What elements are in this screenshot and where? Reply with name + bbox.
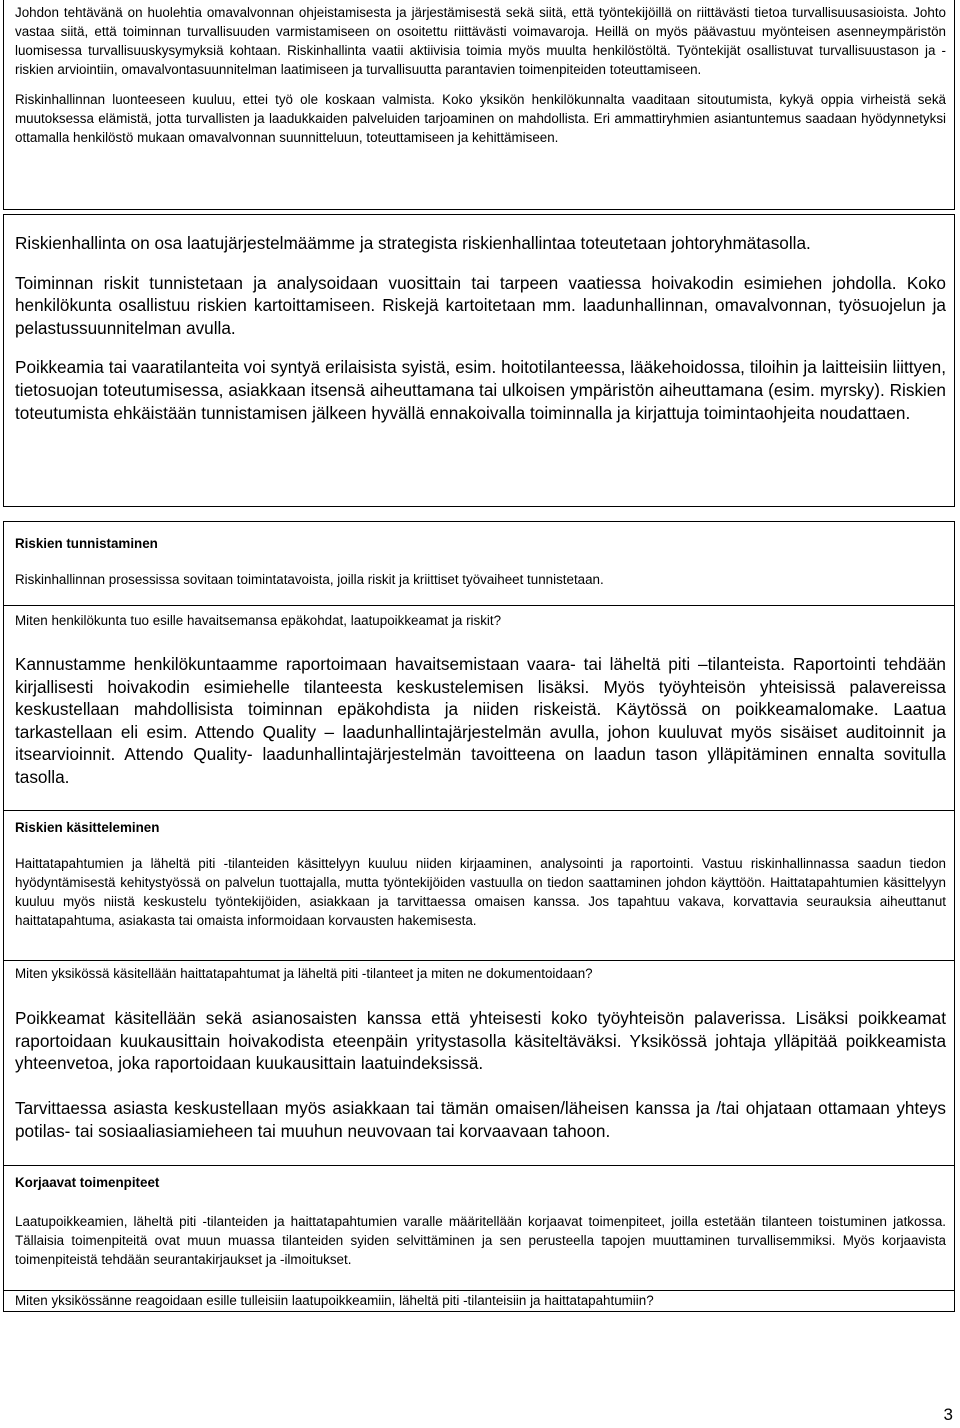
risk-process-box <box>3 521 955 1312</box>
identification-text: Riskinhallinnan prosessissa sovitaan toimintatavoista, joilla riskit ja kriittiset työvaiheet tunnistetaan. <box>15 572 604 587</box>
handling-divider <box>4 810 954 811</box>
risk-analysis-paragraph: Toiminnan riskit tunnistetaan ja analysoidaan vuosittain tai tarpeen vaatiessa hoivakodin esimiehen johdolla. Koko henkilökunta osallistuu riskien kartoittamiseen. Riskejä kartoitetaan mm. laadunhallinnan, omavalvonnan, työsuojelun ja pelastussuunnitelman avulla. <box>15 272 946 338</box>
corrective-divider <box>4 1165 954 1166</box>
risk-management-overview-box <box>3 214 955 507</box>
handling-heading: Riskien käsitteleminen <box>15 820 160 835</box>
corrective-heading: Korjaavat toimenpiteet <box>15 1175 160 1190</box>
handling-question: Miten yksikössä käsitellään haittatapahtumat ja läheltä piti -tilanteet ja miten ne dokumentoidaan? <box>15 966 593 981</box>
handling-answer-2: Tarvittaessa asiasta keskustellaan myös asiakkaan tai tämän omaisen/läheisen kanssa ja /tai ohjataan ottamaan yhteys potilas- tai sosiaaliasiamieheen tai muuhun neuvovaan tai korvaavaan tahoon. <box>15 1098 946 1141</box>
identification-question: Miten henkilökunta tuo esille havaitsemansa epäkohdat, laatupoikkeamat ja riskit? <box>15 613 502 628</box>
handling-text: Haittatapahtumien ja läheltä piti -tilanteiden käsittelyyn kuuluu niiden kirjaaminen, analysointi ja raportointi. Vastuu riskinhallinnassa saadun tiedon hyödyntämisestä kehitystyössä on palvelun tuottajalla, mutta työntekijöiden vastuulla on tiedon saattaminen johdon käyttöön. Haittatapahtumien käsittelyyn kuuluu myös niistä keskustelu työntekijöiden, asiakkaan ja tarvittaessa omaisen kanssa. Jos tapahtuu vakava, korvattavia seurauksia aiheuttanut haittatapahtuma, asiakasta tai omaista informoidaan korvausten hakemisesta. <box>15 856 946 928</box>
responsibility-paragraph: Johdon tehtävänä on huolehtia omavalvonnan ohjeistamisesta ja järjestämisestä sekä siitä, että työntekijöillä on riittävästi tietoa turvallisuusasioista. Johto vastaa siitä, että toiminnan turvallisuuden varmistamiseen on osoitettu riittävästi voimavaroja. Heillä on myös päävastuu myönteisen asenneympäristön luomisessa turvallisuuskysymyksiä kohtaan. Riskinhallinta vaatii aktiivisia toimia myös muulta henkilöstöltä. Työntekijät osallistuvat turvallisuustason ja -riskien arviointiin, omavalvontasuunnitelman laatimiseen ja turvallisuutta parantavien toimenpiteiden toteuttamiseen. <box>15 5 946 77</box>
handling-question-divider <box>4 960 954 961</box>
strategy-paragraph: Riskienhallinta on osa laatujärjestelmäämme ja strategista riskienhallintaa toteutetaan johtoryhmätasolla. <box>15 233 811 253</box>
corrective-text: Laatupoikkeamien, läheltä piti -tilanteiden ja haittatapahtumien varalle määritellään korjaavat toimenpiteet, joilla estetään tilanteen toistuminen jatkossa. Tällaisia toimenpiteitä ovat muun muassa tilanteiden syiden selvittäminen ja sen perusteella tapojen muuttaminen turvallisemmiksi. Myös korjaavista toimenpiteistä tehdään seurantakirjaukset ja -ilmoitukset. <box>15 1214 946 1267</box>
identification-heading: Riskien tunnistaminen <box>15 536 158 551</box>
corrective-question: Miten yksikössänne reagoidaan esille tulleisiin laatupoikkeamiin, läheltä piti -tilanteisiin ja haittatapahtumiin? <box>15 1293 654 1308</box>
continuous-work-paragraph: Riskinhallinnan luonteeseen kuuluu, ettei työ ole koskaan valmista. Koko yksikön henkilökunnalta vaaditaan sitoutumista, kykyä oppia virheistä sekä muutoksessa elämistä, jotta turvallisten ja laadukkaiden palveluiden tarjoaminen on mahdollista. Eri ammattiryhmien asiantuntemus saadaan hyödynnetyksi ottamalla henkilöstö mukaan omavalvonnan suunnitteluun, toteuttamiseen ja kehittämiseen. <box>15 92 946 145</box>
management-responsibility-box <box>3 0 955 210</box>
deviations-paragraph: Poikkeamia tai vaaratilanteita voi syntyä erilaisista syistä, esim. hoitotilanteessa, lääkehoidossa, tiloihin ja laitteisiin liittyen, tietosuojan toteutumisessa, asiakkaan itsensä aiheuttamana tai ulkoisen ympäristön aiheuttamana (esim. myrsky). Riskien toteutumista ehkäistään tunnistamisen jälkeen hyvällä ennakoivalla toiminnalla ja kirjattuja toimintaohjeita noudattaen. <box>15 357 946 423</box>
identification-answer: Kannustamme henkilökuntaamme raportoimaan havaitsemistaan vaara- tai läheltä piti –tilanteista. Raportointi tehdään kirjallisesti hoivakodin esimiehelle tilanteesta keskustelemisen lisäksi. Myös työyhteisön yhteisissä palavereissa keskustellaan mahdollisista toiminnan epäkohdista ja niiden riskeistä. Käytössä on poikkeamalomake. Laatua tarkastellaan eli esim. Attendo Quality – laadunhallintajärjestelmän avulla, johon kuuluvat myös sisäiset auditoinnit ja itsearvioinnit. Attendo Quality- laadunhallintajärjestelmän tavoitteena on laadun tason ylläpitäminen ennalta sovitulla tasolla. <box>15 654 946 787</box>
page-number: 3 <box>943 1405 953 1424</box>
handling-answer-1: Poikkeamat käsitellään sekä asianosaisten kanssa että yhteisesti koko työyhteisön palaverissa. Lisäksi poikkeamat raportoidaan kuukausittain hoivakodista eteenpäin yritystasolla käsiteltäväksi. Yksikössä johtaja ylläpitää poikkeamista yhteenvetoa, joka raportoidaan kuukausittain laatuindeksissä. <box>15 1008 946 1074</box>
identification-question-divider <box>4 605 954 606</box>
